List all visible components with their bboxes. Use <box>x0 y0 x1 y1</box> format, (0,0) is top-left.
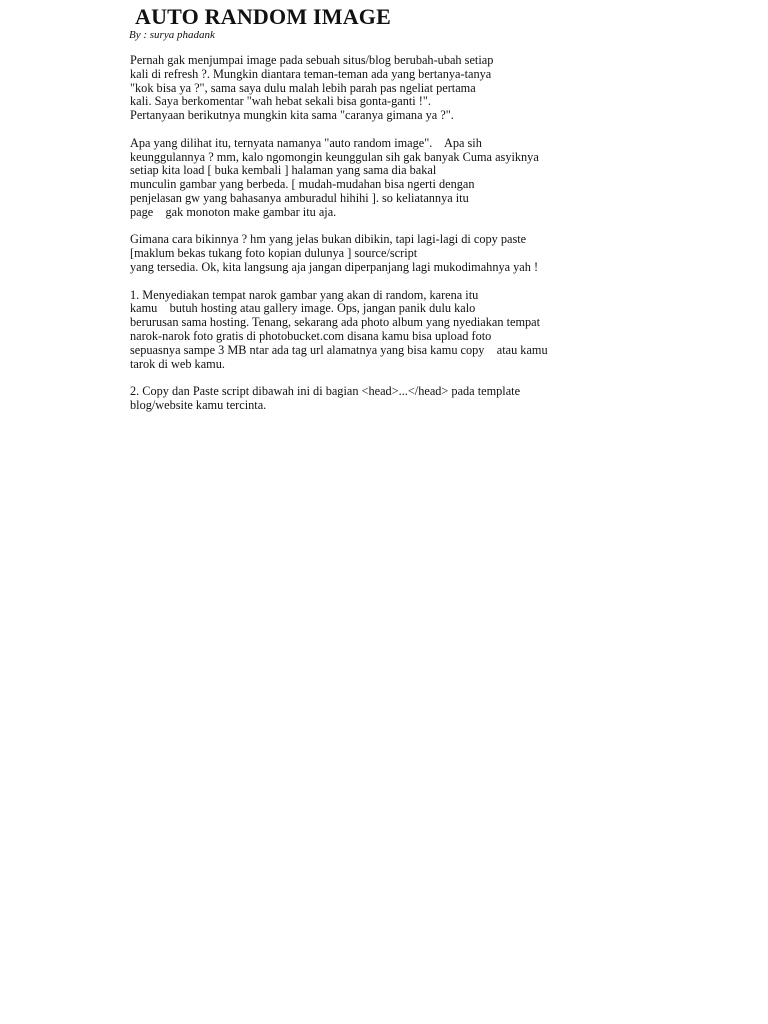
text-line: kamu butuh hosting atau gallery image. Ops, jangan panik dulu kalo <box>130 301 476 316</box>
paragraph-step-2 <box>130 385 650 413</box>
text-line: page gak monoton make gambar itu aja. <box>130 204 337 219</box>
text-line: Pertanyaan berikutnya mungkin kita sama "caranya gimana ya ?". <box>130 108 454 123</box>
paragraph-howto <box>130 233 650 274</box>
text-line: kali di refresh ?. Mungkin diantara teman-teman ada yang bertanya-tanya <box>130 66 492 81</box>
author-byline: By : surya phadank <box>129 29 215 41</box>
text-line: berurusan sama hosting. Tenang, sekarang ada photo album yang nyediakan tempat <box>130 315 541 330</box>
text-line: Apa yang dilihat itu, ternyata namanya "auto random image". Apa sih <box>130 135 482 150</box>
text-line: sepuasnya sampe 3 MB ntar ada tag url alamatnya yang bisa kamu copy atau kamu <box>130 342 548 357</box>
text-line: keunggulannya ? mm, kalo ngomongin keunggulan sih gak banyak Cuma asyiknya <box>130 149 539 164</box>
text-line: kali. Saya berkomentar "wah hebat sekali bisa gonta-ganti !". <box>130 94 431 109</box>
paragraph-step-1 <box>130 289 650 372</box>
text-line: [maklum bekas tukang foto kopian dulunya ] source/script <box>130 246 418 261</box>
text-line: tarok di web kamu. <box>130 356 225 371</box>
text-line: setiap kita load [ buka kembali ] halaman yang sama dia bakal <box>130 163 437 178</box>
text-line: Pernah gak menjumpai image pada sebuah situs/blog berubah-ubah setiap <box>130 53 494 67</box>
text-line: yang tersedia. Ok, kita langsung aja jangan diperpanjang lagi mukodimahnya yah ! <box>130 259 539 274</box>
article-body <box>130 54 650 427</box>
text-line: narok-narok foto gratis di photobucket.com disana kamu bisa upload foto <box>130 328 492 343</box>
paragraph-intro <box>130 54 650 123</box>
text-line: Gimana cara bikinnya ? hm yang jelas bukan dibikin, tapi lagi-lagi di copy paste <box>130 232 527 247</box>
text-line: 1. Menyediakan tempat narok gambar yang akan di random, karena itu <box>130 287 479 302</box>
document-title: AUTO RANDOM IMAGE <box>135 4 391 29</box>
text-line: munculin gambar yang berbeda. [ mudah-mudahan bisa ngerti dengan <box>130 177 475 192</box>
text-line: "kok bisa ya ?", sama saya dulu malah lebih parah pas ngeliat pertama <box>130 80 476 95</box>
text-line: penjelasan gw yang bahasanya amburadul hihihi ]. so keliatannya itu <box>130 190 469 205</box>
text-line: 2. Copy dan Paste script dibawah ini di bagian <head>...</head> pada template <box>130 384 521 399</box>
text-line: blog/website kamu tercinta. <box>130 397 267 412</box>
paragraph-explanation <box>130 137 650 220</box>
